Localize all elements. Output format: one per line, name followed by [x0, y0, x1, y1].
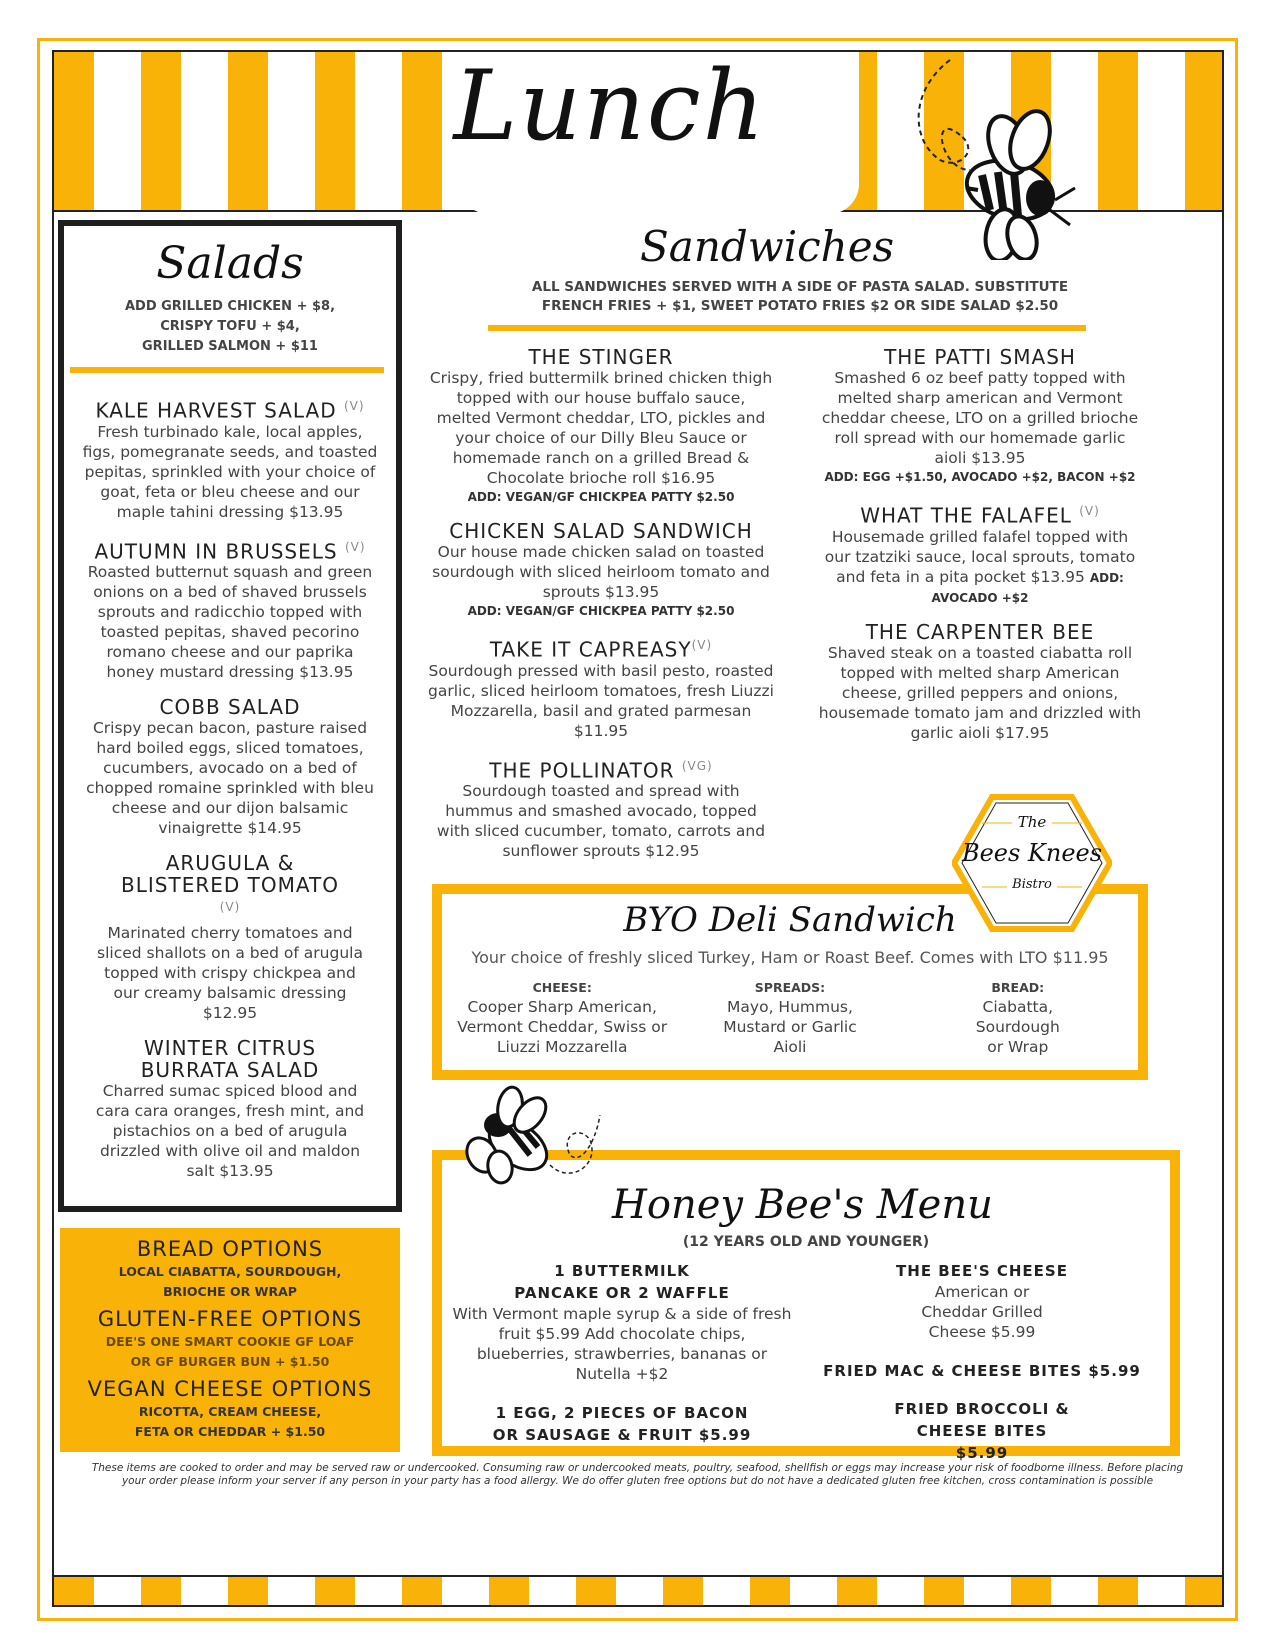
byo-description: Your choice of freshly sliced Turkey, Ham or Roast Beef. Comes with LTO $11.95: [471, 948, 1109, 967]
salads-addons: [64, 297, 396, 357]
item-name: THE BEE'S CHEESE: [896, 1262, 1068, 1280]
vegan-tag: (VG): [681, 758, 713, 773]
menu-item: [64, 395, 396, 522]
bread-options-text: BRIOCHE OR WRAP: [163, 1284, 297, 1299]
item-description: With Vermont maple syrup & a side of fresh fruit $5.99 Add chocolate chips, blueberries, strawberries, bananas or Nutella +$2: [452, 1305, 792, 1383]
byo-spreads: [678, 979, 902, 1057]
menu-item: [64, 1037, 396, 1181]
kids-menu-title: Honey Bee's Menu: [612, 1182, 993, 1228]
bread-options-title: BREAD OPTIONS: [136, 1237, 324, 1261]
spreads-text: Mayo, Hummus, Mustard or Garlic Aioli: [723, 998, 857, 1056]
item-description: Marinated cherry tomatoes and sliced shallots on a bed of arugula topped with crispy chickpea and our creamy balsamic dressing $12.95: [97, 923, 363, 1022]
addon-line: GRILLED SALMON + $11: [142, 339, 318, 354]
menu-item: [812, 346, 1148, 486]
gluten-free-text: OR GF BURGER BUN + $1.50: [130, 1354, 330, 1369]
bread-title: BREAD:: [991, 980, 1045, 995]
vegetarian-tag: (V): [343, 399, 365, 413]
vegan-cheese-title: VEGAN CHEESE OPTIONS: [87, 1377, 373, 1401]
menu-item: [64, 536, 396, 683]
item-name: THE CARPENTER BEE: [865, 619, 1095, 644]
item-name: 1 EGG, 2 PIECES OF BACON OR SAUSAGE & FRUIT $5.99: [492, 1404, 752, 1444]
item-description: Smashed 6 oz beef patty topped with melted sharp american and Vermont cheddar cheese, LTO on a grilled brioche roll spread with our homemade garlic aioli $13.95: [821, 369, 1139, 467]
cheese-title: CHEESE:: [532, 980, 592, 995]
item-addon: ADD: VEGAN/GF CHICKPEA PATTY $2.50: [467, 604, 735, 618]
disclaimer-line: your order please inform your server if any person in your party has a food allergy. We do offer gluten free options but do not have a dedicated gluten free kitchen, cross contamination is possible: [121, 1475, 1154, 1487]
item-description: Charred sumac spiced blood and cara cara oranges, fresh mint, and pistachios on a bed of arugula drizzled with olive oil and maldon salt $13.95: [95, 1081, 365, 1180]
menu-item: [428, 634, 774, 741]
gluten-free-text: DEE'S ONE SMART COOKIE GF LOAF: [105, 1334, 355, 1349]
bee-icon: [890, 50, 1090, 260]
logo-line-2: Bees Knees: [961, 839, 1103, 867]
item-addon: ADD: VEGAN/GF CHICKPEA PATTY $2.50: [467, 490, 735, 504]
item-description: Our house made chicken salad on toasted sourdough with sliced heirloom tomato and sprouts $13.95: [432, 543, 770, 601]
disclaimer-line: These items are cooked to order and may be served raw or undercooked. Consuming raw or undercooked meats, poultry, seafood, shellfish or eggs may increase your risk of foodborne illness. Before placing: [91, 1462, 1184, 1474]
item-description: Roasted butternut squash and green onions on a bed of shaved brussels sprouts and radicchio topped with toasted pepitas, shaved pecorino romano cheese and our paprika honey mustard dressing $13.95: [87, 563, 373, 682]
item-description: Fresh turbinado kale, local apples, figs, pomegranate seeds, and toasted pepitas, sprinkled with your choice of goat, feta or bleu cheese and our maple tahini dressing $13.95: [82, 422, 378, 521]
menu-item: [428, 755, 774, 862]
item-name-row: [64, 395, 396, 422]
menu-item: [428, 520, 774, 620]
spreads-title: SPREADS:: [754, 980, 826, 995]
vegan-cheese-text: RICOTTA, CREAM CHEESE,: [138, 1404, 322, 1419]
item-addon: ADD: AVOCADO +$2: [931, 570, 1124, 605]
vegan-cheese-text: FETA OR CHEDDAR + $1.50: [134, 1424, 326, 1439]
kids-menu-subtitle: (12 YEARS OLD AND YOUNGER): [682, 1234, 930, 1250]
item-name-row: [428, 634, 774, 661]
item-name: AUTUMN IN BRUSSELS: [94, 539, 338, 564]
allergy-disclaimer: [70, 1462, 1205, 1488]
logo-line-1: The: [1017, 813, 1047, 831]
item-name: THE PATTI SMASH: [884, 345, 1076, 369]
page-title: Lunch: [453, 50, 767, 162]
options-section: [60, 1228, 400, 1452]
item-name: THE POLLINATOR: [489, 758, 675, 783]
sandwiches-note: [500, 278, 1100, 316]
byo-cheese: [450, 979, 674, 1057]
item-name: CHICKEN SALAD SANDWICH: [449, 519, 753, 543]
item-name-row: [428, 755, 774, 782]
gluten-free-title: GLUTEN-FREE OPTIONS: [97, 1307, 363, 1331]
sandwiches-right-column: [812, 346, 1148, 743]
item-description: Sourdough toasted and spread with hummus and smashed avocado, topped with sliced cucumber, tomato, carrots and sunflower sprouts $12.95: [436, 782, 766, 861]
vegetarian-tag: (V): [1079, 504, 1100, 518]
kids-right-column: [812, 1260, 1152, 1464]
bees-knees-logo: [952, 793, 1112, 933]
item-addon: ADD: EGG +$1.50, AVOCADO +$2, BACON +$2: [824, 470, 1136, 484]
item-description: Housemade grilled falafel topped with our tzatziki sauce, local sprouts, tomato and feta in a pita pocket $13.95: [824, 527, 1136, 586]
menu-item: [64, 852, 396, 1023]
byo-title: BYO Deli Sandwich: [623, 900, 957, 940]
addon-line: CRISPY TOFU + $4,: [160, 319, 300, 334]
item-name: FRIED BROCCOLI & CHEESE BITES $5.99: [894, 1400, 1070, 1462]
sandwiches-title: Sandwiches: [640, 222, 895, 271]
item-name: THE STINGER: [528, 345, 674, 369]
menu-item: [428, 346, 774, 506]
cheese-text: Cooper Sharp American, Vermont Cheddar, Swiss or Liuzzi Mozzarella: [457, 998, 668, 1056]
byo-bread: [906, 979, 1130, 1057]
item-name: TAKE IT CAPREASY: [489, 637, 692, 662]
item-name: WHAT THE FALAFEL: [860, 503, 1072, 528]
item-name: COBB SALAD: [159, 695, 301, 720]
menu-item: [64, 696, 396, 838]
item-name: 1 BUTTERMILK PANCAKE OR 2 WAFFLE: [514, 1262, 730, 1302]
note-line: FRENCH FRIES + $1, SWEET POTATO FRIES $2 OR SIDE SALAD $2.50: [541, 298, 1059, 314]
vegetarian-tag: (V): [219, 900, 241, 915]
bread-text: Ciabatta, Sourdough or Wrap: [975, 998, 1060, 1056]
vegetarian-tag: (V): [344, 539, 366, 554]
item-name: WINTER CITRUS BURRATA SALAD: [140, 1035, 320, 1082]
item-description-row: [812, 527, 1148, 607]
salads-section: [58, 220, 402, 1212]
item-name-row: [64, 852, 396, 923]
item-description: Crispy, fried buttermilk brined chicken thigh topped with our house buffalo sauce, melted Vermont cheddar, LTO, pickles and your choice of our Dilly Bleu Sauce or homemade ranch on a grilled Bread & Chocolate brioche roll $16.95: [429, 369, 773, 487]
item-description: Crispy pecan bacon, pasture raised hard boiled eggs, sliced tomatoes, cucumbers, avocado on a bed of chopped romaine sprinkled with bleu cheese and our dijon balsamic vinaigrette $14.95: [86, 719, 374, 838]
item-name-row: [812, 500, 1148, 527]
divider: [70, 367, 384, 373]
note-line: ALL SANDWICHES SERVED WITH A SIDE OF PASTA SALAD. SUBSTITUTE: [531, 279, 1069, 295]
divider: [488, 325, 1086, 331]
bee-icon: [460, 1085, 620, 1195]
item-name: FRIED MAC & CHEESE BITES $5.99: [823, 1362, 1141, 1380]
item-description: Sourdough pressed with basil pesto, roasted garlic, sliced heirloom tomatoes, fresh Liuzzi Mozzarella, basil and grated parmesan $11.95: [428, 661, 774, 740]
kids-menu-section: [432, 1150, 1180, 1462]
logo-line-3: Bistro: [1012, 877, 1052, 892]
striped-awning-bottom: [54, 1575, 1222, 1605]
item-description: Shaved steak on a toasted ciabatta roll topped with melted sharp American cheese, grilled peppers and onions, housemade tomato jam and drizzled with garlic aioli $17.95: [818, 643, 1142, 742]
menu-item: [812, 621, 1148, 743]
item-name: ARUGULA & BLISTERED TOMATO: [121, 851, 339, 898]
item-description: American or Cheddar Grilled Cheese $5.99: [921, 1283, 1043, 1341]
bread-options-text: LOCAL CIABATTA, SOURDOUGH,: [118, 1264, 342, 1279]
sandwiches-left-column: [428, 346, 774, 861]
item-name-row: [64, 536, 396, 563]
item-name: KALE HARVEST SALAD: [95, 398, 337, 423]
menu-item: [812, 500, 1148, 607]
salads-title: Salads: [156, 238, 304, 289]
vegetarian-tag: (V): [691, 638, 713, 652]
byo-options: [442, 979, 1138, 1057]
kids-left-column: [452, 1260, 792, 1446]
addon-line: ADD GRILLED CHICKEN + $8,: [124, 299, 336, 314]
